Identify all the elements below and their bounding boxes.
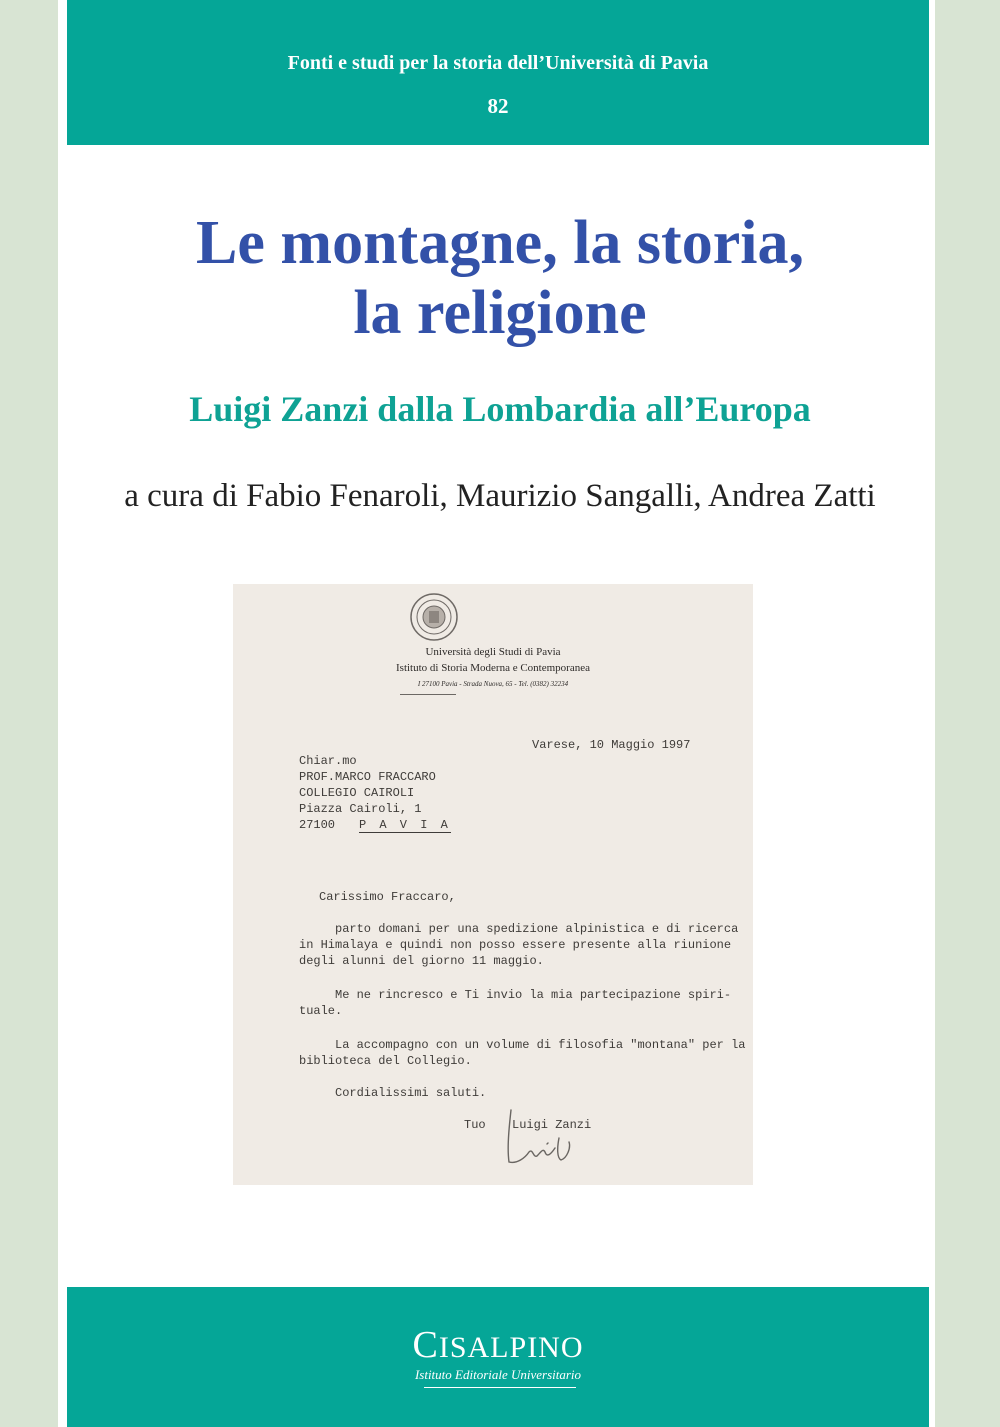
book-title-line1: Le montagne, la storia,	[196, 209, 804, 277]
publisher-name-rest: ISALPINO	[438, 1331, 584, 1364]
letter-body-line: parto domani per una spedizione alpinistica e di ricerca	[299, 922, 739, 936]
letter-closing: Tuo	[464, 1118, 486, 1132]
letter-body-line: degli alunni del giorno 11 maggio.	[299, 954, 544, 968]
book-editors: a cura di Fabio Fenaroli, Maurizio Sangalli, Andrea Zatti	[124, 478, 876, 514]
recipient-line: COLLEGIO CAIROLI	[299, 786, 415, 800]
recipient-city-text: P A V I A	[359, 818, 451, 832]
letterhead-university: Università degli Studi di Pavia	[425, 646, 561, 658]
book-title	[0, 208, 1000, 348]
letterhead-rule	[400, 694, 456, 695]
publisher-name-initial: C	[412, 1324, 439, 1366]
series-band	[67, 0, 929, 145]
book-title-line2: la religione	[353, 279, 647, 347]
publisher-subtitle: Istituto Editoriale Universitario	[414, 1367, 582, 1382]
letter-body-line: Cordialissimi saluti.	[299, 1086, 487, 1100]
publisher-rule	[424, 1387, 576, 1388]
letter-body-line: in Himalaya e quindi non posso essere presente alla riunione	[299, 938, 732, 952]
letter-signatory: Luigi Zanzi	[512, 1118, 592, 1132]
recipient-line: PROF.MARCO FRACCARO	[299, 770, 436, 784]
letterhead-institute: Istituto di Storia Moderna e Contemporanea	[396, 662, 590, 674]
letter-body-line: La accompagno con un volume di filosofia "montana" per la	[299, 1038, 746, 1052]
book-subtitle: Luigi Zanzi dalla Lombardia all’Europa	[189, 389, 811, 429]
recipient-city	[359, 818, 451, 832]
recipient-line: Chiar.mo	[299, 754, 357, 768]
series-number: 82	[487, 94, 509, 118]
publisher-band	[67, 1287, 929, 1427]
university-seal-icon	[409, 592, 459, 642]
letter-body-line: Me ne rincresco e Ti invio la mia partecipazione spiri-	[299, 988, 732, 1002]
letter-body-line: tuale.	[299, 1004, 343, 1018]
publisher-logo	[67, 1323, 929, 1367]
handwritten-signature-icon	[499, 1108, 579, 1168]
letterhead-address: I 27100 Pavia - Strada Nuova, 65 - Tel. (0382) 32234	[417, 680, 569, 688]
letter-image	[233, 584, 753, 1185]
letter-date: Varese, 10 Maggio 1997	[532, 738, 691, 752]
series-title: Fonti e studi per la storia dell’Università di Pavia	[287, 52, 709, 74]
letter-body-line: biblioteca del Collegio.	[299, 1054, 472, 1068]
recipient-line: Piazza Cairoli, 1	[299, 802, 422, 816]
letter-salutation: Carissimo Fraccaro,	[319, 890, 456, 904]
recipient-postcode: 27100	[299, 818, 336, 832]
